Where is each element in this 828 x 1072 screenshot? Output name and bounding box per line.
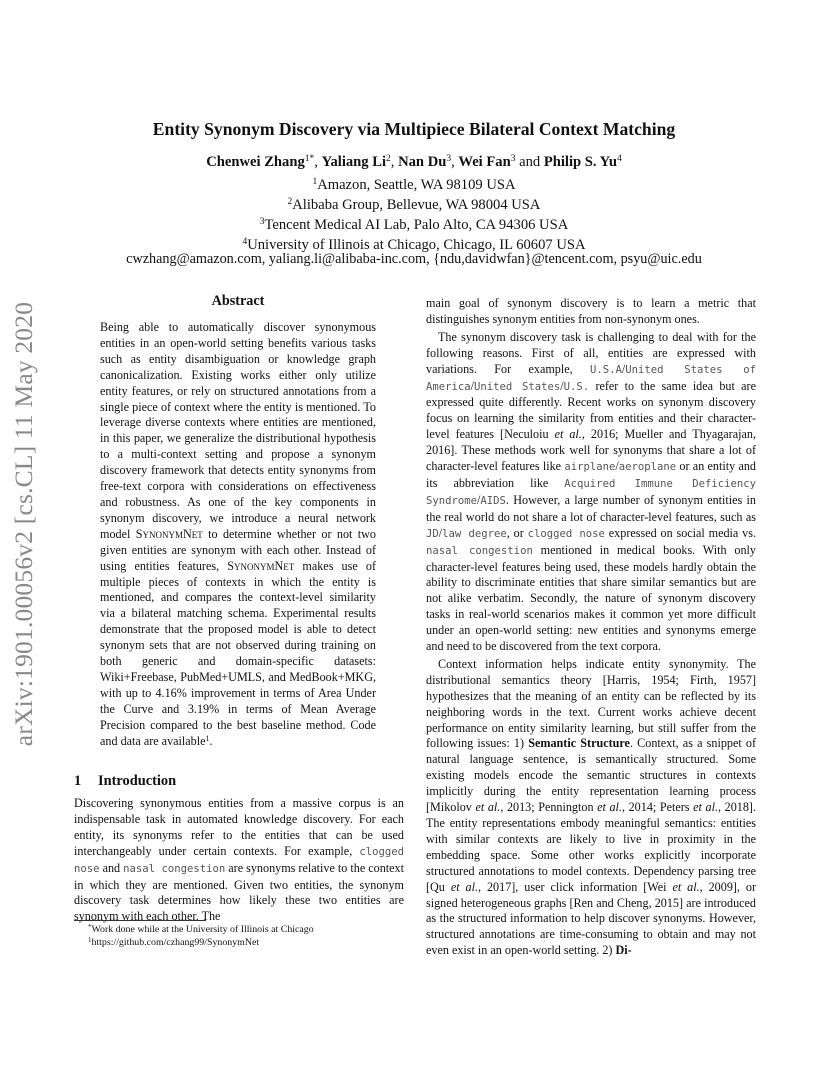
affiliation-text: University of Illinois at Chicago, Chicago, IL 60607 USA: [247, 237, 586, 253]
affiliation-list: [60, 175, 768, 255]
section-heading: [74, 772, 404, 790]
entity-example: airplane: [564, 461, 616, 474]
abstract-heading: Abstract: [211, 293, 265, 309]
author-emails: cwzhang@amazon.com, yaliang.li@alibaba-inc.com, {ndu,davidwfan}@tencent.com, psyu@uic.edu: [126, 251, 702, 267]
inline-emphasis: et al.: [450, 879, 479, 894]
intro-paragraph: Discovering synonymous entities from a massive corpus is an indispensable task in automated knowledge discovery. For each entity, its synonyms refer to the entities that can be used interchangeably under certain contexts. For example, clogged nose and nasal congestion are synonyms relative to the context in which they are mentioned. Given two entities, the synonym discovery task determines how likely these two entities are synonym with each other. The: [74, 796, 404, 924]
entity-example: Acquired Immune Deficiency Syndrome: [426, 477, 757, 507]
inline-emphasis: Di-: [615, 943, 632, 958]
author: [398, 154, 451, 170]
author-name: Nan Du: [398, 154, 447, 170]
body-paragraph: The synonym discovery task is challenging to deal with for the following reasons. First of all, entities are expressed with variations. For example, U.S.A/United States of America/United States/U.S. refer to the same idea but are expressed quite differently. Recent works on synonym discovery focus on learning the similarity from entities and their character-level features [Neculoiu et al., 2016; Mueller and Thyagarajan, 2016]. These methods work well for synonyms that share a lot of character-level features like airplane/aeroplane or an entity and its abbreviation like Acquired Immune Deficiency Syndrome/AIDS. However, a large number of synonym entities in the real world do not share a lot of character-level features, such as JD/law degree, or clogged nose expressed on social media vs. nasal congestion mentioned in medical books. With only character-level features being used, these models hardly obtain the ability to discriminate entities that share similar semantics but are not alike verbatim. Secondly, the nature of synonym discovery tasks in real-world scenarios makes it common yet more difficult under an open-world setting: new entities and synonyms emerge and need to be discovered from the text corpora.: [426, 329, 757, 654]
affiliation: [60, 175, 768, 195]
affiliation: [60, 215, 768, 235]
inline-emphasis: et al.: [554, 427, 582, 442]
entity-example: United States of America: [426, 363, 756, 393]
author-affil-mark: 3: [510, 154, 516, 164]
footnote-mark: *: [88, 923, 92, 931]
footnote-rule: [74, 920, 206, 921]
entity-example: clogged nose: [74, 845, 404, 875]
entity-example: U.S.: [563, 380, 590, 393]
model-name: SynonymNet: [135, 526, 203, 541]
author-list: [60, 152, 768, 172]
section-title: Introduction: [98, 773, 177, 789]
right-column: [426, 296, 756, 959]
entity-example: nasal congestion: [426, 544, 533, 557]
author-name: Wei Fan: [458, 154, 511, 170]
author-separator: ,: [451, 154, 459, 170]
author-affil-mark: 3: [446, 154, 452, 164]
affiliation-mark: 3: [259, 217, 265, 227]
affiliation-text: Amazon, Seattle, WA 98109 USA: [317, 177, 516, 193]
footnote-text: Work done while at the University of Illinois at Chicago: [91, 924, 314, 935]
footnote: [74, 936, 404, 949]
author: [322, 154, 391, 170]
entity-example: JD: [426, 527, 439, 540]
affiliation-mark: 4: [242, 237, 248, 247]
author: [206, 154, 314, 170]
inline-emphasis: et al.: [597, 800, 622, 815]
author-affil-mark: 1*: [304, 154, 315, 164]
body-paragraph: Context information helps indicate entity synonymity. The distributional semantics theory [Harris, 1954; Firth, 1957] hypothesizes that the meaning of an entity can be reflected by its neighboring words in the text. Current works achieve decent performance on entity similarity learning, but still suffer from the following issues: 1) Semantic Structure. Context, as a snippet of natural language sentence, is semantically structured. Some existing models encode the semantic structures in contexts implicitly during the entity representation learning process [Mikolov et al., 2013; Pennington et al., 2014; Peters et al., 2018]. The entity representations embody meaningful semantics: entities with similar contexts are likely to live in proximity in the embedding space. Some other works explicitly incorporate structured annotations to model contexts. Dependency parsing tree [Qu et al., 2017], user click information [Wei et al., 2009], or signed heterogeneous graphs [Ren and Cheng, 2015] are introduced as the structured information to help discover synonyms. However, structured annotations are time-consuming to obtain and may not even exist in an open-world setting. 2) Di-: [426, 656, 757, 958]
footnote: [74, 923, 404, 936]
author-separator: ,: [314, 154, 322, 170]
entity-example: aeroplane: [618, 461, 677, 474]
affiliation-mark: 1: [312, 177, 318, 187]
entity-example: nasal congestion: [123, 862, 226, 875]
author-and: and: [519, 154, 541, 170]
inline-emphasis: et al.: [672, 879, 700, 894]
affiliation: [60, 195, 768, 215]
affiliation-text: Alibaba Group, Bellevue, WA 98004 USA: [292, 197, 541, 213]
entity-example: AIDS: [480, 494, 506, 507]
abstract-body: Being able to automatically discover synonymous entities in an open-world setting benefits various tasks such as entity disambiguation or knowledge graph canonicalization. Existing works either only utilize entity features, or rely on structured annotations from a single piece of context where the entity is mentioned. To leverage diverse contexts where entities are mentioned, in this paper, we generalize the distributional hypothesis to a multi-context setting and propose a synonym discovery framework that detects entity synonyms from free-text corpora with considerations on effectiveness and robustness. As one of the key components in synonym discovery, we introduce a neural network model SynonymNet to determine whether or not two given entities are synonym with each other. Instead of using entities features, SynonymNet makes use of multiple pieces of contexts in which the entity is mentioned, and compares the context-level similarity via a bilateral matching schema. Experimental results demonstrate that the proposed model is able to detect synonym sets that are not observed during training on both generic and domain-specific datasets: Wiki+Freebase, PubMed+UMLS, and MedBook+MKG, with up to 4.16% improvement in terms of Area Under the Curve and 3.19% in terms of Mean Average Precision compared to the best baseline method. Code and data are available$^1$.: [100, 320, 376, 748]
entity-example: U.S.A: [590, 363, 622, 376]
inline-emphasis: et al.: [693, 800, 718, 815]
affiliation-text: Tencent Medical AI Lab, Palo Alto, CA 94306 USA: [264, 217, 569, 233]
paper-title: Entity Synonym Discovery via Multipiece Bilateral Context Matching: [152, 119, 676, 139]
footnotes: [74, 923, 404, 950]
arxiv-stamp: [4, 282, 44, 766]
author: [458, 154, 515, 170]
entity-example: clogged nose: [527, 527, 605, 540]
author-name: Yaliang Li: [321, 154, 387, 170]
section-number: 1: [74, 773, 82, 789]
entity-example: law degree: [442, 527, 507, 540]
affiliation-mark: 2: [287, 197, 293, 207]
author-name: Chenwei Zhang: [206, 154, 305, 170]
author-separator: ,: [390, 154, 399, 170]
author-affil-mark: 2: [386, 154, 391, 164]
inline-emphasis: et al.: [475, 800, 501, 815]
author-affil-mark: 4: [617, 154, 622, 164]
author-name: Philip S. Yu: [543, 154, 617, 170]
body-paragraph: main goal of synonym discovery is to learn a metric that distinguishes synonym entities from non-synonym ones.: [426, 296, 756, 326]
footnote-url[interactable]: https://github.com/czhang99/SynonymNet: [91, 937, 260, 949]
footnote-mark: 1: [88, 936, 92, 945]
inline-emphasis: 1: [205, 733, 210, 743]
model-name: SynonymNet: [227, 558, 295, 573]
inline-emphasis: Semantic Structure: [528, 736, 630, 751]
entity-example: United States: [474, 380, 561, 393]
arxiv-stamp-text: arXiv:1901.00056v2 [cs.CL] 11 May 2020: [9, 301, 38, 747]
author: [544, 154, 622, 170]
